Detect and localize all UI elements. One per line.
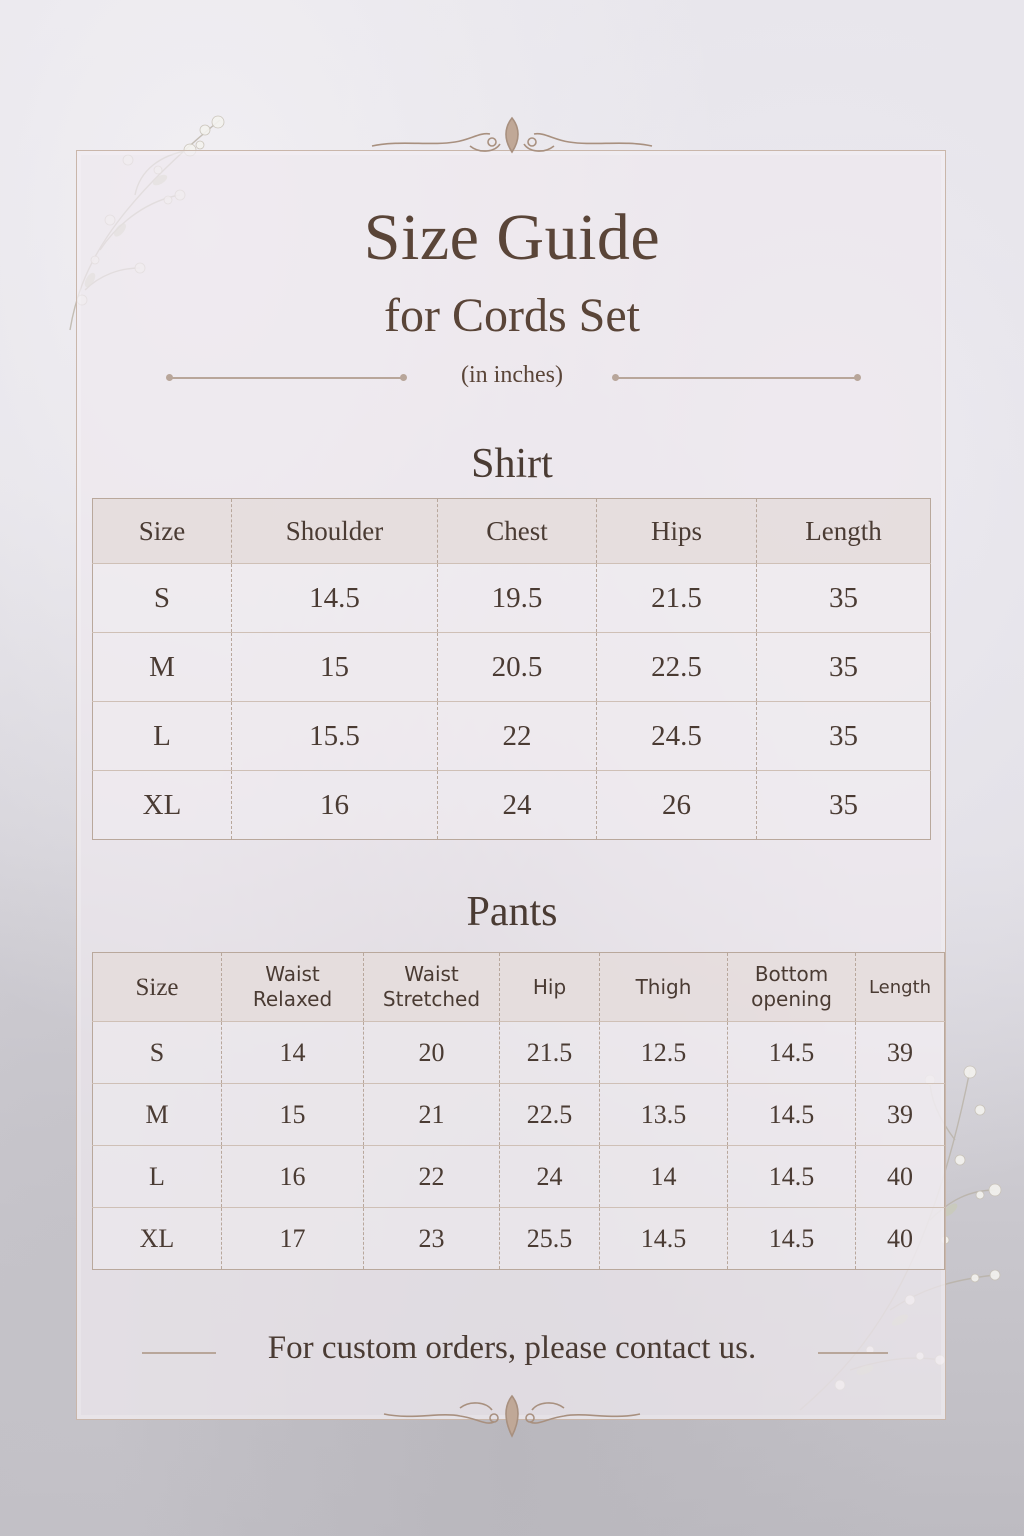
pants-header-size: Size — [93, 953, 222, 1022]
table-cell: 14.5 — [728, 1208, 856, 1270]
pants-header-thigh: Thigh — [600, 953, 728, 1022]
table-cell: 20 — [364, 1022, 500, 1084]
table-cell: 40 — [856, 1146, 945, 1208]
table-cell: L — [93, 702, 232, 771]
table-row — [93, 1146, 945, 1208]
table-cell: 14.5 — [728, 1022, 856, 1084]
table-cell: S — [93, 564, 232, 633]
shirt-header-size: Size — [93, 499, 232, 564]
shirt-header-chest: Chest — [438, 499, 597, 564]
shirt-size-table — [92, 498, 931, 840]
table-row — [93, 1022, 945, 1084]
pants-header-waist-stretched: Waist Stretched — [364, 953, 500, 1022]
table-cell: XL — [93, 1208, 222, 1270]
table-cell: 14.5 — [600, 1208, 728, 1270]
table-cell: 22.5 — [500, 1084, 600, 1146]
table-row — [93, 702, 931, 771]
table-row — [93, 771, 931, 840]
table-row — [93, 1084, 945, 1146]
pants-header-waist-relaxed: Waist Relaxed — [222, 953, 364, 1022]
pants-header-bottom-opening: Bottom opening — [728, 953, 856, 1022]
units-label: (in inches) — [461, 362, 563, 388]
table-cell: 24 — [438, 771, 597, 840]
pants-header-hip: Hip — [500, 953, 600, 1022]
table-cell: 23 — [364, 1208, 500, 1270]
table-cell: 14.5 — [232, 564, 438, 633]
table-cell: 16 — [222, 1146, 364, 1208]
table-cell: S — [93, 1022, 222, 1084]
page-subtitle: for Cords Set — [384, 289, 640, 342]
table-cell: 22.5 — [597, 633, 757, 702]
pants-size-table — [92, 952, 945, 1270]
table-header-row — [93, 953, 945, 1022]
table-cell: 14 — [222, 1022, 364, 1084]
table-cell: 39 — [856, 1084, 945, 1146]
table-cell: 40 — [887, 1223, 913, 1253]
table-cell: 24.5 — [597, 702, 757, 771]
table-cell: 24 — [500, 1146, 600, 1208]
table-cell: XL — [93, 771, 232, 840]
footer-note: For custom orders, please contact us. — [267, 1330, 757, 1366]
table-cell: 25.5 — [500, 1208, 600, 1270]
table-cell: 21 — [364, 1084, 500, 1146]
table-cell: M — [93, 1084, 222, 1146]
table-cell: 16 — [232, 771, 438, 840]
table-cell: 22 — [438, 702, 597, 771]
table-cell: 26 — [597, 771, 757, 840]
table-cell: 15 — [232, 633, 438, 702]
table-cell: 35 — [757, 564, 931, 633]
table-row — [93, 633, 931, 702]
table-cell: 19.5 — [438, 564, 597, 633]
table-cell: 35 — [757, 633, 931, 702]
table-cell: M — [93, 633, 232, 702]
shirt-header-length: Length — [757, 499, 931, 564]
bottom-flourish-icon — [0, 1392, 1024, 1442]
pants-header-length: Length — [856, 953, 945, 1022]
table-cell: 12.5 — [600, 1022, 728, 1084]
table-cell: 15 — [222, 1084, 364, 1146]
top-flourish-icon — [0, 112, 1024, 162]
table-cell: 15.5 — [232, 702, 438, 771]
table-header-row — [93, 499, 931, 564]
table-cell: 13.5 — [600, 1084, 728, 1146]
pants-section-title: Pants — [466, 889, 558, 935]
shirt-header-shoulder: Shoulder — [232, 499, 438, 564]
table-cell: 21.5 — [500, 1022, 600, 1084]
page-title: Size Guide — [363, 201, 661, 274]
table-cell: 20.5 — [438, 633, 597, 702]
shirt-header-hips: Hips — [597, 499, 757, 564]
table-cell: 14 — [600, 1146, 728, 1208]
table-cell: 39 — [856, 1022, 945, 1084]
table-row — [93, 564, 931, 633]
table-cell: 17 — [222, 1208, 364, 1270]
table-cell: 35 — [829, 788, 858, 821]
table-cell: 14.5 — [728, 1146, 856, 1208]
shirt-section-title: Shirt — [471, 441, 553, 487]
table-row — [93, 1208, 945, 1270]
table-cell: 35 — [757, 702, 931, 771]
table-cell: 22 — [364, 1146, 500, 1208]
table-cell: L — [93, 1146, 222, 1208]
table-cell: 21.5 — [597, 564, 757, 633]
table-cell: 14.5 — [728, 1084, 856, 1146]
